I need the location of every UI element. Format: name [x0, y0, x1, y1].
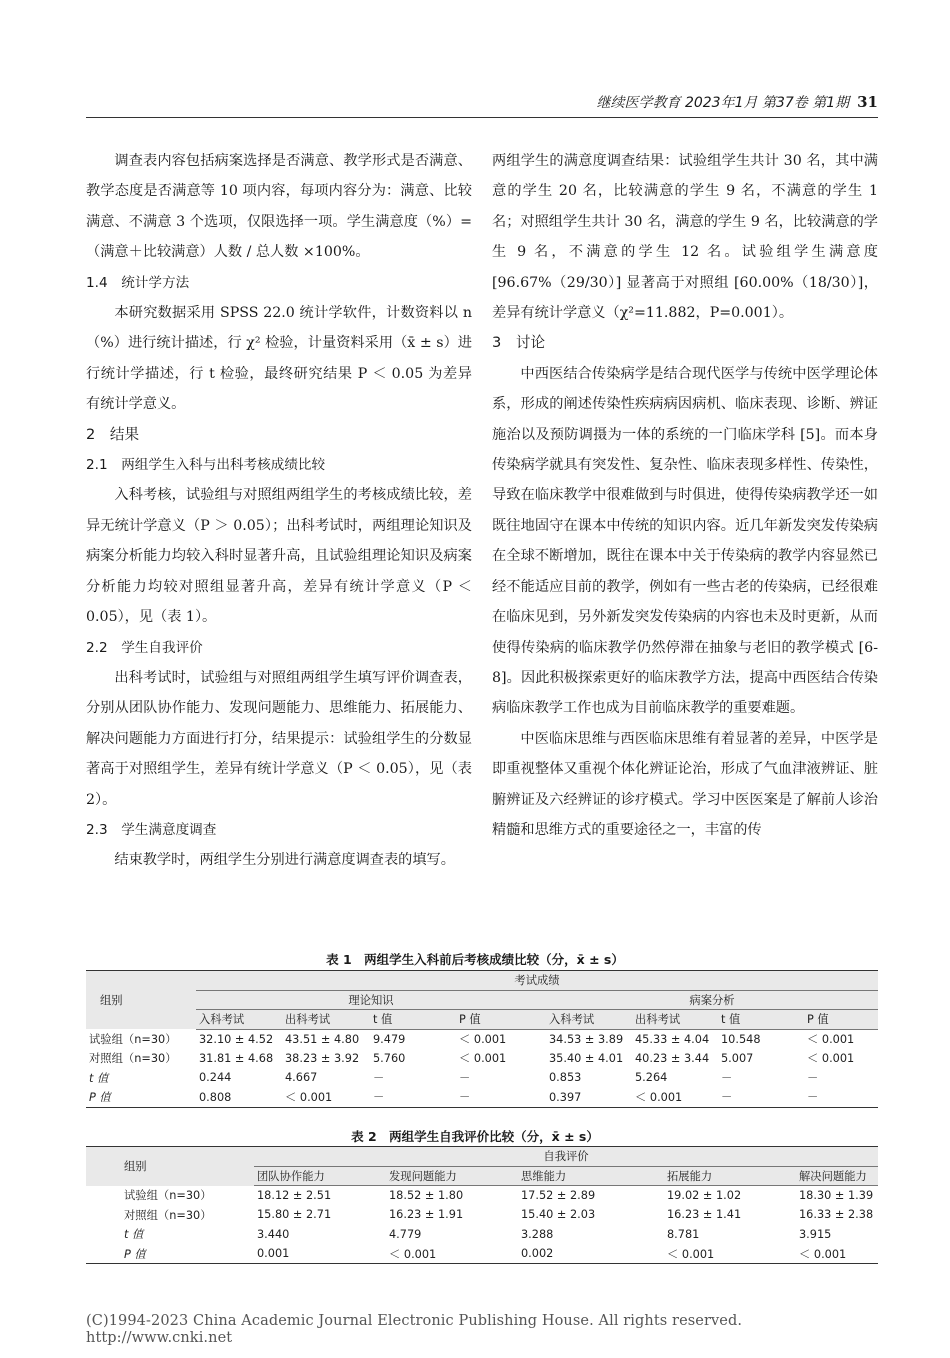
column-header: P 值 [456, 1010, 546, 1030]
left-column [86, 146, 472, 876]
table-cell: 8.781 [667, 1227, 700, 1241]
table-cell: － [459, 1071, 471, 1085]
table-cell: 0.001 [254, 1244, 386, 1264]
table-cell: 4.779 [389, 1227, 422, 1241]
journal-title: 继续医学教育 2023年1月 第37卷 第1期 [596, 95, 850, 111]
copyright-footer: (C)1994-2023 China Academic Journal Electronic Publishing House. All rights reserved. http://www.cnki.net [86, 1313, 772, 1346]
table-cell: 16.23 ± 1.91 [389, 1208, 464, 1222]
table-cell: － [804, 1088, 878, 1108]
section-heading: 2 结果 [86, 425, 140, 443]
table-cell: 34.53 ± 3.89 [549, 1032, 624, 1046]
row-label: 试验组（n=30） [124, 1189, 212, 1203]
table-cell: 9.479 [373, 1032, 406, 1046]
table-cell: ＜ 0.001 [282, 1088, 370, 1108]
table-cell: 18.52 ± 1.80 [389, 1189, 464, 1202]
column-header: 思维能力 [518, 1166, 664, 1186]
table-cell: 3.440 [257, 1227, 290, 1241]
table-cell: 45.33 ± 4.04 [635, 1032, 710, 1046]
table-cell: 0.808 [196, 1088, 282, 1108]
column-header: 出科考试 [632, 1010, 718, 1030]
paragraph: 中医临床思维与西医临床思维有着显著的差异，中医学是即重视整体又重视个体化辨证论治，形成了气血津液辨证、脏腑辨证及六经辨证的诊疗模式。学习中医医案是了解前人诊治精髓和思维方式的重要途径之一，丰富的传 [492, 730, 878, 838]
table2 [86, 1146, 878, 1264]
column-header: 团队协作能力 [254, 1166, 386, 1186]
header-rule [86, 117, 878, 118]
table-cell: 0.853 [549, 1071, 582, 1085]
table-cell: 15.80 ± 2.71 [257, 1208, 332, 1222]
table1 [86, 970, 878, 1108]
row-label: 对照组（n=30） [89, 1052, 177, 1066]
sub-header: 理论知识 [196, 990, 546, 1010]
table-cell: 3.915 [799, 1227, 832, 1241]
table-cell: ＜ 0.001 [386, 1244, 518, 1264]
table-cell: － [721, 1071, 733, 1085]
column-header: 出科考试 [282, 1010, 370, 1030]
table-cell: ＜ 0.001 [807, 1033, 855, 1046]
table-cell: ＜ 0.001 [632, 1088, 718, 1108]
table-cell: － [718, 1088, 804, 1108]
table-cell: ＜ 0.001 [807, 1052, 855, 1066]
table-cell: 5.264 [635, 1071, 668, 1085]
table-cell: 35.40 ± 4.01 [549, 1051, 624, 1065]
paragraph: 结束教学时，两组学生分别进行满意度调查表的填写。 [114, 852, 455, 869]
table-cell: 19.02 ± 1.02 [667, 1189, 742, 1202]
table-cell: － [456, 1088, 546, 1108]
table1-caption: 表 1 两组学生入科前后考核成绩比较（分，x̄ ± s） [326, 952, 624, 967]
table-cell: 43.51 ± 4.80 [285, 1032, 360, 1046]
row-label: 试验组（n=30） [89, 1032, 177, 1046]
page-number: 31 [857, 93, 878, 111]
table-cell: 18.30 ± 1.39 [799, 1189, 874, 1202]
table-cell: 16.23 ± 1.41 [667, 1208, 742, 1222]
table-cell: 38.23 ± 3.92 [285, 1051, 360, 1065]
group-header: 组别 [86, 1147, 254, 1186]
table-cell: － [370, 1088, 456, 1108]
running-header [86, 92, 878, 112]
column-header: 解决问题能力 [796, 1166, 878, 1186]
column-header: 拓展能力 [664, 1166, 796, 1186]
section-heading: 3 讨论 [492, 334, 546, 352]
group-header: 组别 [86, 971, 196, 1030]
row-label: P 值 [86, 1244, 254, 1264]
paragraph: 本研究数据采用 SPSS 22.0 统计学软件，计数资料以 n（%）进行统计描述，行 χ² 检验，计量资料采用（x̄ ± s）进行统计学描述，行 t 检验，最终研究结果 P ＜ 0.05 为差异有统计学意义。 [86, 305, 472, 413]
column-header: 入科考试 [546, 1010, 632, 1030]
paragraph: 中西医结合传染病学是结合现代医学与传统中医学理论体系，形成的阐述传染性疾病病因病机、临床表现、诊断、辨证施治以及预防调摄为一体的系统的一门临床学科 [5]。而本身传染病学就具有突发性、复杂性、临床表现多样性、传染性，导致在临床教学中很难做到与时俱进，使得传染病教学还一如既往地固守在课本中传统的知识内容。近几年新发突发传染病在全球不断增加，既往在课本中关于传染病的教学内容显然已经不能适应目前的教学，例如有一些古老的传染病，已经很难在临床见到，另外新发突发传染病的内容也未及时更新，从而使得传染病的临床教学仍然停滞在抽象与老旧的教学模式 [6-8]。因此积极探索更好的临床教学方法，提高中西医结合传染病临床教学工作也成为目前临床教学的重要难题。 [492, 365, 878, 717]
table-cell: 3.288 [521, 1227, 554, 1241]
column-header: t 值 [718, 1010, 804, 1030]
paragraph: 两组学生的满意度调查结果：试验组学生共计 30 名，其中满意的学生 20 名，比较满意的学生 9 名，不满意的学生 1 名；对照组学生共计 30 名，满意的学生 9 名，比较满意的学生 9 名，不满意的学生 12 名。试验组学生满意度 [96.67%（29/30）] 显著高于对照组 [60.00%（18/30）]，差异有统计学意义（χ²=11.882，P=0.001）。 [492, 153, 878, 322]
section-heading: 1.4 统计学方法 [86, 274, 190, 291]
table-cell: ＜ 0.001 [459, 1052, 507, 1066]
section-heading: 2.3 学生满意度调查 [86, 821, 217, 838]
row-label: t 值 [124, 1228, 144, 1242]
table-cell: 17.52 ± 2.89 [521, 1189, 596, 1202]
paragraph: 入科考核，试验组与对照组两组学生的考核成绩比较，差异无统计学意义（P ＞ 0.05）；出科考试时，两组理论知识及病案分析能力均较入科时显著升高，且试验组理论知识及病案分析能力均较对照组显著升高，差异有统计学意义（P ＜ 0.05），见（表 1）。 [86, 487, 472, 626]
paragraph: 调查表内容包括病案选择是否满意、教学形式是否满意、教学态度是否满意等 10 项内容，每项内容分为：满意、比较满意、不满意 3 个选项，仅限选择一项。学生满意度（%）=（满意＋比较满意）人数 / 总人数 ×100%。 [86, 153, 472, 261]
column-header: 发现问题能力 [386, 1166, 518, 1186]
column-header: t 值 [370, 1010, 456, 1030]
table-row [86, 1088, 878, 1108]
table-cell: 5.007 [721, 1051, 754, 1065]
row-label: t 值 [89, 1071, 109, 1085]
row-label: 对照组（n=30） [124, 1208, 212, 1222]
paragraph: 出科考试时，试验组与对照组两组学生填写评价调查表，分别从团队协作能力、发现问题能力、思维能力、拓展能力、解决问题能力方面进行打分，结果提示：试验组学生的分数显著高于对照组学生，差异有统计学意义（P ＜ 0.05），见（表 2）。 [86, 669, 472, 808]
table-row [86, 1205, 878, 1225]
table-cell: 31.81 ± 4.68 [199, 1051, 274, 1065]
table-cell: 0.002 [518, 1244, 664, 1264]
table-row [86, 1068, 878, 1088]
table-row [86, 1029, 878, 1049]
table-cell: ＜ 0.001 [459, 1033, 507, 1046]
table-row [86, 1186, 878, 1206]
main-header: 考试成绩 [196, 971, 878, 991]
table-row [86, 1225, 878, 1245]
table-cell: 15.40 ± 2.03 [521, 1208, 596, 1222]
sub-header: 病案分析 [546, 990, 878, 1010]
table-cell: 16.33 ± 2.38 [799, 1208, 874, 1222]
table-cell: 18.12 ± 2.51 [257, 1189, 332, 1202]
table-cell: 5.760 [373, 1051, 406, 1065]
main-header: 自我评价 [254, 1147, 878, 1167]
section-heading: 2.2 学生自我评价 [86, 639, 203, 656]
table-cell: 4.667 [285, 1071, 318, 1085]
table-row [86, 1049, 878, 1069]
table-cell: 40.23 ± 3.44 [635, 1051, 710, 1065]
column-header: P 值 [804, 1010, 878, 1030]
table-cell: ＜ 0.001 [796, 1244, 878, 1264]
table-cell: 0.244 [199, 1071, 232, 1085]
table-cell: 10.548 [721, 1032, 761, 1046]
table-cell: － [807, 1071, 819, 1085]
table-cell: － [373, 1071, 385, 1085]
right-column [492, 146, 878, 845]
table2-caption: 表 2 两组学生自我评价比较（分，x̄ ± s） [351, 1129, 599, 1144]
table-cell: 32.10 ± 4.52 [199, 1032, 274, 1046]
row-label: P 值 [86, 1088, 196, 1108]
section-heading: 2.1 两组学生入科与出科考核成绩比较 [86, 457, 326, 474]
column-header: 入科考试 [196, 1010, 282, 1030]
table-cell: 0.397 [546, 1088, 632, 1108]
table-cell: ＜ 0.001 [664, 1244, 796, 1264]
table-row [86, 1244, 878, 1264]
